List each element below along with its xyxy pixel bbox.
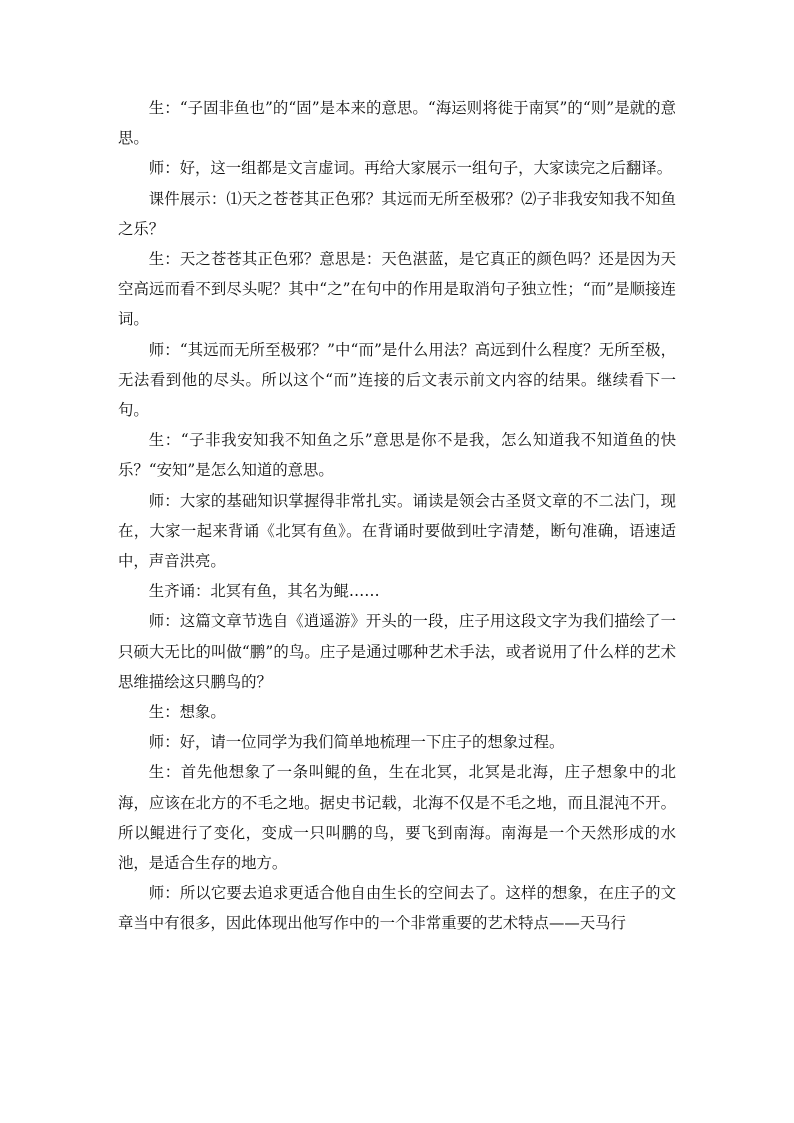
paragraph-student-imagination: 生：想象。 <box>148 703 226 722</box>
paragraph-student-translation-fish: 生：“子非我安知我不知鱼之乐”意思是你不是我，怎么知道我不知道鱼的快乐？“安知”是怎么知道的意思。 <box>118 431 676 480</box>
paragraph-teacher-summary-request: 师：好，请一位同学为我们简单地梳理一下庄子的想象过程。 <box>148 733 565 752</box>
paragraph-teacher-function-words: 师：好，这一组都是文言虚词。再给大家展示一组句子，大家读完之后翻译。 <box>148 159 673 178</box>
paragraph-student-imagination-process: 生：首先他想象了一条叫鲲的鱼，生在北冥，北冥是北海，庄子想象中的北海，应该在北方的不毛之地。据史书记载，北海不仅是不毛之地，而且混沌不开。所以鲲进行了变化，变成一只叫鹏的鸟，要飞到南海。南海是一个天然形成的水池，是适合生存的地方。 <box>118 763 676 873</box>
paragraph-student-translation-sky: 生：天之苍苍其正色邪？意思是：天色湛蓝，是它真正的颜色吗？还是因为天空高远而看不到尽头呢？其中“之”在句中的作用是取消句子独立性；“而”是顺接连词。 <box>118 250 676 329</box>
paragraph-teacher-recitation: 师：大家的基础知识掌握得非常扎实。诵读是领会古圣贤文章的不二法门，现在，大家一起来背诵《北冥有鱼》。在背诵时要做到吐字清楚，断句准确，语速适中，声音洪亮。 <box>118 491 676 571</box>
paragraph-teacher-er-usage: 师：“其远而无所至极邪？”中“而”是什么用法？高远到什么程度？无所至极，无法看到他的尽头。所以这个“而”连接的后文表示前文内容的结果。继续看下一句。 <box>118 340 676 420</box>
paragraph-student-answer-gu: 生：“子固非鱼也”的“固”是本来的意思。“海运则将徙于南冥”的“则”是就的意思。 <box>118 99 676 148</box>
paragraph-teacher-art-feature: 师：所以它要去追求更适合他自由生长的空间去了。这样的想象，在庄子的文章当中有很多，因此体现出他写作中的一个非常重要的艺术特点——天马行 <box>118 884 676 933</box>
paragraph-students-recite: 生齐诵：北冥有鱼，其名为鲲…… <box>148 582 380 601</box>
paragraph-teacher-xiaoyaoyou: 师：这篇文章节选自《逍遥游》开头的一段，庄子用这段文字为我们描绘了一只硕大无比的叫做“鹏”的鸟。庄子是通过哪种艺术手法，或者说用了什么样的艺术思维描绘这只鹏鸟的？ <box>118 612 676 691</box>
paragraph-courseware-display: 课件展示：⑴天之苍苍其正色邪？其远而无所至极邪？⑵子非我安知我不知鱼之乐？ <box>118 189 676 238</box>
document-page <box>118 93 676 939</box>
